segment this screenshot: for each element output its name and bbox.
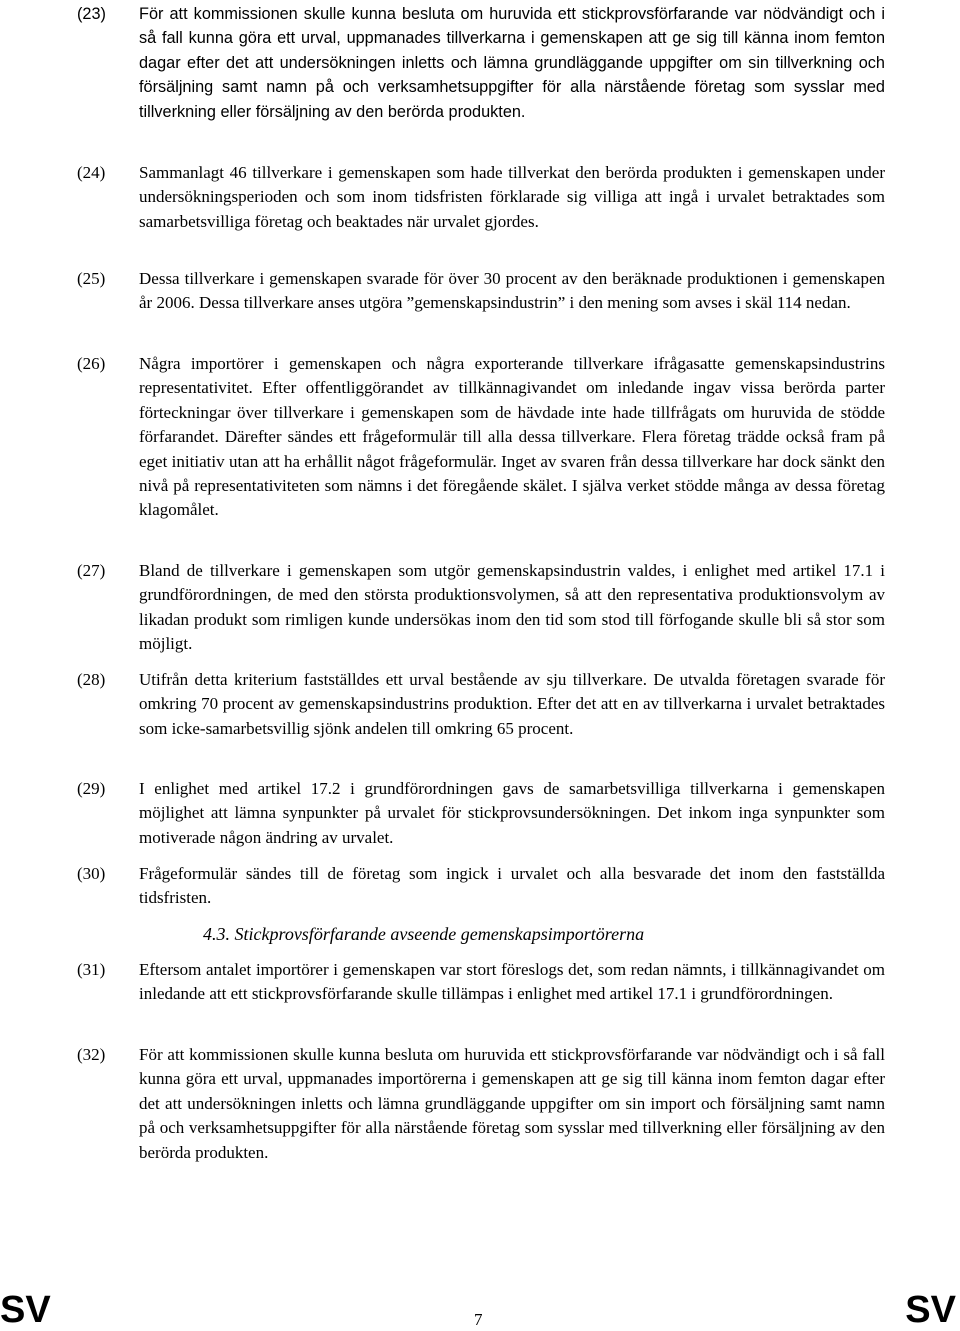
paragraph-number: (24) (77, 163, 106, 182)
paragraph-text: Eftersom antalet importörer i gemenskapen var stort föreslogs det, som redan nämnts, i tillkännagivandet om inledande att ett stickprovsförfarande skulle tillämpas i enlighet med artikel 17.1 i grundförordningen. (139, 960, 885, 1004)
paragraph-number: (32) (77, 1045, 106, 1064)
paragraph-text: Bland de tillverkare i gemenskapen som utgör gemenskapsindustrin valdes, i enlighet med artikel 17.1 i grundförordningen, de med den största produktionsvolymen, så att den representativa produktionsvolym av likadan produkt som rimligen kunde undersökas inom den tid som stod till förfogande skulle bli så stor som möjligt. (139, 561, 885, 654)
paragraph-text: Några importörer i gemenskapen och några exporterande tillverkare ifrågasatte gemenskapsindustrins representativitet. Efter offentliggörandet av tillkännagivandet om inledande ingav vissa berörda parter förteckningar över tillverkare i gemenskapen som de hävdade inte hade tillfrågats om huruvida de stödde förfarandet. Därefter sändes ett frågeformulär till alla dessa tillverkare. Flera företag trädde också fram på eget initiativ utan att ha erhållit något frågeformulär. Inget av svaren från dessa tillverkare har dock sänkt den nivå på representativiteten som nämns i det föregående skälet. I själva verket stödde många av dessa företag klagomålet. (139, 354, 885, 520)
paragraph-number: (27) (77, 561, 106, 580)
footer-language-right: SV (905, 1289, 956, 1331)
paragraph-number: (23) (77, 5, 106, 23)
footer-language-left: SV (0, 1289, 51, 1331)
paragraph-text: Dessa tillverkare i gemenskapen svarade för över 30 procent av den beräknade produktionen i gemenskapen år 2006. Dessa tillverkare anses utgöra ”gemenskapsindustrin” i den mening som avses i skäl 114 nedan. (139, 269, 885, 313)
paragraph-text: Utifrån detta kriterium fastställdes ett urval bestående av sju tillverkare. De utvalda företagen svarade för omkring 70 procent av gemenskapsindustrins produktion. Efter det att en av tillverkarna i urvalet betraktades som icke-samarbetsvillig sjönk andelen till omkring 65 procent. (139, 670, 885, 738)
paragraph-text: För att kommissionen skulle kunna besluta om huruvida ett stickprovsförfarande var nödvändigt och i så fall kunna göra ett urval, uppmanades importörerna i gemenskapen att ge sig till känna inom femton dagar efter det att undersökningen inletts och lämna grundläggande uppgifter om sin import och försäljning samt namn på och verksamhetsuppgifter för alla närstående företag som sysslar med tillverkning eller försäljning av den berörda produkten. (139, 1045, 885, 1162)
paragraph-number: (25) (77, 269, 106, 288)
paragraph-number: (28) (77, 670, 106, 689)
paragraph-text: Frågeformulär sändes till de företag som ingick i urvalet och alla besvarade det inom den fastställda tidsfristen. (139, 864, 885, 908)
paragraph-number: (29) (77, 779, 106, 798)
paragraph-number: (31) (77, 960, 106, 979)
section-heading: 4.3. Stickprovsförfarande avseende gemenskapsimportörerna (203, 924, 645, 944)
paragraph-number: (26) (77, 354, 106, 373)
page-number: 7 (474, 1310, 483, 1329)
paragraph-number: (30) (77, 864, 106, 883)
paragraph-text: För att kommissionen skulle kunna besluta om huruvida ett stickprovsförfarande var nödvändigt och i så fall kunna göra ett urval, uppmanades tillverkarna i gemenskapen att ge sig till känna inom femton dagar efter det att undersökningen inletts och lämna grundläggande uppgifter om sin tillverkning och försäljning samt namn på och verksamhetsuppgifter för alla närstående företag som sysslar med tillverkning eller försäljning av den berörda produkten. (139, 5, 885, 121)
paragraph-text: I enlighet med artikel 17.2 i grundförordningen gavs de samarbetsvilliga tillverkarna i gemenskapen möjlighet att lämna synpunkter på urvalet för stickprovsundersökningen. Det inkom inga synpunkter som motiverade någon ändring av urvalet. (139, 779, 885, 847)
paragraph-text: Sammanlagt 46 tillverkare i gemenskapen som hade tillverkat den berörda produkten i gemenskapen under undersökningsperioden och som inom tidsfristen förklarade sig villiga att ingå i urvalet betraktades som samarbetsvilliga företag och beaktades när urvalet gjordes. (139, 163, 885, 231)
